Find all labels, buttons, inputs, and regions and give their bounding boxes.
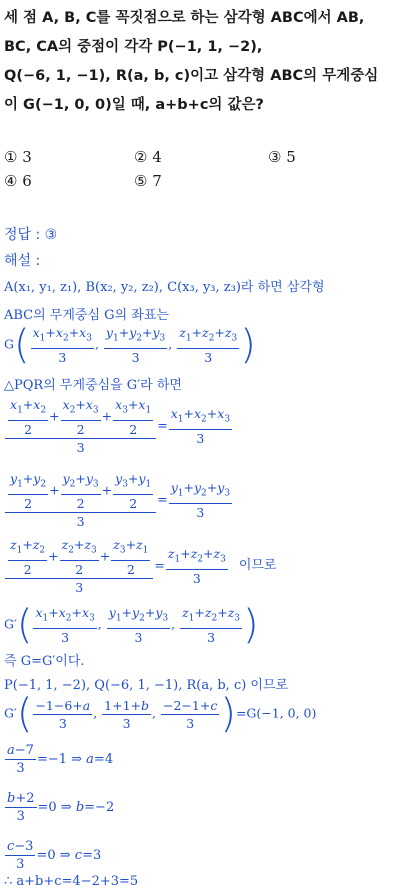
solution-heading: 해설 : <box>4 253 41 269</box>
answer-label: 정답 : ③ <box>4 227 58 243</box>
g-prime-substitution: G′( $\frac{-1-6+a}{3}$ , $\frac{1+1+b}{3}$ , $\frac{-2-1+c}{3}$ )=G(−1, 0, 0) <box>4 691 317 737</box>
solution-line-6: P(−1, 1, −2), Q(−6, 1, −1), R(a, b, c) 이므로 <box>4 678 289 693</box>
question-line-4: 이 G(−1, 0, 0)일 때, a+b+c의 값은? <box>4 97 264 113</box>
solution-line-2: ABC의 무게중심 G의 좌표는 <box>4 308 169 323</box>
solve-b: $\frac{b+2}{3}$ =0 ⇒ b=−2 <box>7 791 115 824</box>
y-centroid-equation: $\frac{y_1+y_2}{2}$ + $\frac{y_2+y_3}{2}$ + $\frac{y_3+y_1}{2}$ 3 = $\frac{y_1+y_2+y_3}{3}$ <box>4 470 233 530</box>
choice-2[interactable]: ② 4 <box>134 148 162 166</box>
solve-a: $\frac{a-7}{3}$ =−1 ⇒ a=4 <box>7 743 114 776</box>
solution-line-1: A(x₁, y₁, z₁), B(x₂, y₂, z₂), C(x₃, y₃, z₃)라 하면 삼각형 <box>4 280 325 295</box>
final-result: ∴ a+b+c=4−2+3=5 <box>4 874 139 889</box>
question-line-1: 세 점 A, B, C를 꼭짓점으로 하는 삼각형 ABC에서 AB, <box>4 10 365 26</box>
choice-1[interactable]: ① 3 <box>4 148 32 166</box>
question-line-2: BC, CA의 중점이 각각 P(−1, 1, −2), <box>4 39 263 55</box>
solve-c: $\frac{c-3}{3}$ =0 ⇒ c=3 <box>7 839 102 872</box>
question-line-3: Q(−6, 1, −1), R(a, b, c)이고 삼각형 ABC의 무게중심 <box>4 68 379 84</box>
x-centroid-equation: $\frac{x_1+x_2}{2}$ + $\frac{x_2+x_3}{2}$ + $\frac{x_3+x_1}{2}$ 3 = $\frac{x_1+x_2+x_3}{3}$ <box>4 396 233 456</box>
centroid-formula: G( $\frac{x_1+x_2+x_3}{3}$ , $\frac{y_1+y_2+y_3}{3}$ , $\frac{z_1+z_2+z_3}{3}$ ) <box>4 321 256 368</box>
choice-4[interactable]: ④ 6 <box>4 172 32 190</box>
solution-line-3: △PQR의 무게중심을 G′라 하면 <box>4 378 182 393</box>
g-prime-formula: G′( $\frac{x_1+x_2+x_3}{3}$ , $\frac{y_1+y_2+y_3}{3}$ , $\frac{z_1+z_2+z_3}{3}$ ) <box>4 601 259 648</box>
solution-line-5: 즉 G=G′이다. <box>4 654 85 669</box>
choice-5[interactable]: ⑤ 7 <box>134 172 162 190</box>
answer-choices <box>4 148 396 196</box>
choice-3[interactable]: ③ 5 <box>268 148 296 166</box>
therefore-text: 이므로 <box>238 558 277 574</box>
question <box>4 4 396 120</box>
z-centroid-equation: $\frac{z_1+z_2}{2}$ + $\frac{z_2+z_3}{2}$ + $\frac{z_3+z_1}{2}$ 3 = $\frac{z_1+z_2+z_3}{3}$ 이므로 <box>4 536 277 596</box>
